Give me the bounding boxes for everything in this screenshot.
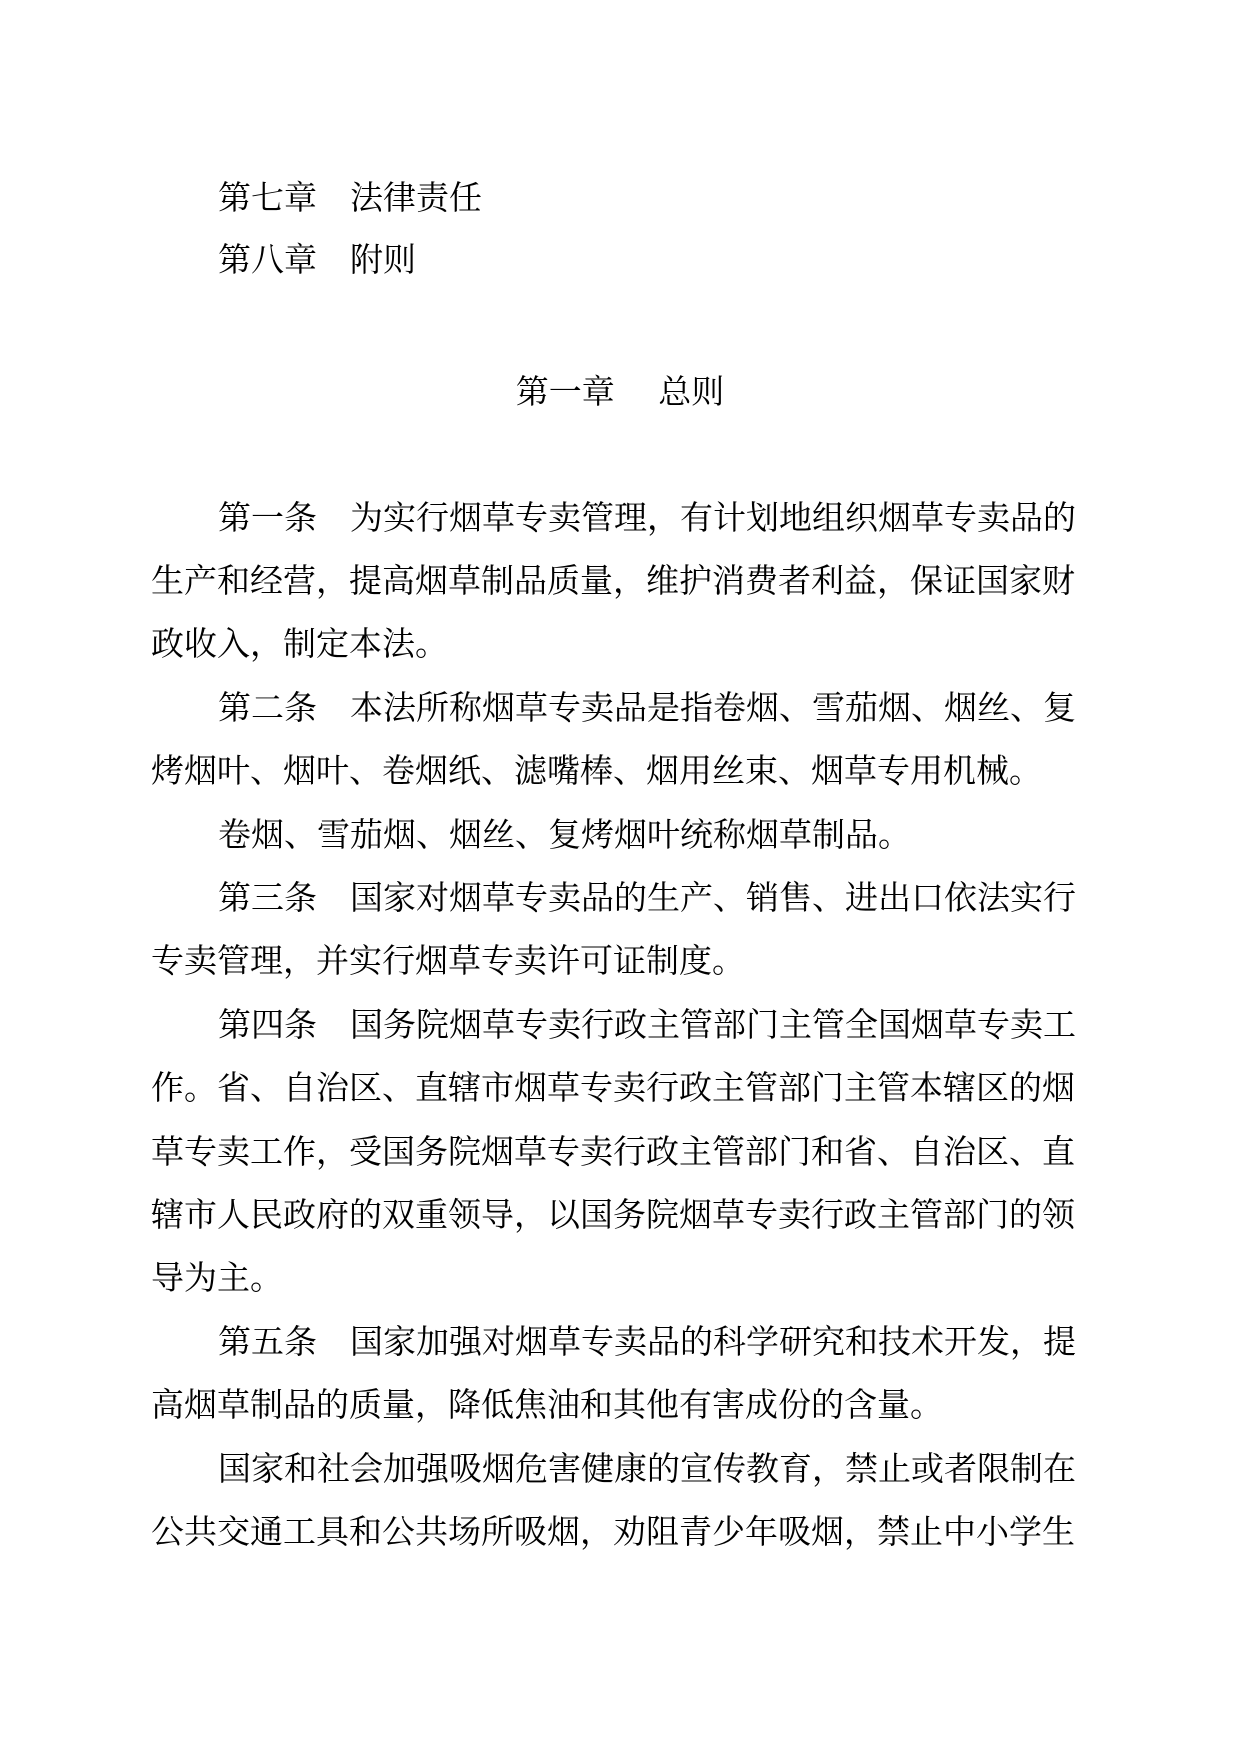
article-2-line-2: 烤烟叶、烟叶、卷烟纸、滤嘴棒、烟用丝束、烟草专用机械。 [151,751,1042,790]
chapter-title: 第一章 总则 [515,372,725,411]
article-1-line-2: 生产和经营，提高烟草制品质量，维护消费者利益，保证国家财 [151,561,1075,600]
article-5-line-3: 国家和社会加强吸烟危害健康的宣传教育，禁止或者限制在 [218,1449,1076,1488]
article-4-line-2: 作。省、自治区、直辖市烟草专卖行政主管部门主管本辖区的烟 [151,1068,1075,1107]
article-4-line-3: 草专卖工作，受国务院烟草专卖行政主管部门和省、自治区、直 [151,1132,1075,1171]
article-2-line-3: 卷烟、雪茄烟、烟丝、复烤烟叶统称烟草制品。 [218,815,911,854]
toc-chapter-7: 第七章 法律责任 [218,178,482,217]
article-1-line-3: 政收入，制定本法。 [151,624,448,663]
article-1-line-1: 第一条 为实行烟草专卖管理，有计划地组织烟草专卖品的 [218,498,1076,537]
article-3-line-2: 专卖管理，并实行烟草专卖许可证制度。 [151,941,745,980]
article-3-line-1: 第三条 国家对烟草专卖品的生产、销售、进出口依法实行 [218,878,1076,917]
article-4-line-4: 辖市人民政府的双重领导，以国务院烟草专卖行政主管部门的领 [151,1195,1075,1234]
article-5-line-2: 高烟草制品的质量，降低焦油和其他有害成份的含量。 [151,1385,943,1424]
article-4-line-1: 第四条 国务院烟草专卖行政主管部门主管全国烟草专卖工 [218,1005,1076,1044]
article-2-line-1: 第二条 本法所称烟草专卖品是指卷烟、雪茄烟、烟丝、复 [218,688,1076,727]
article-5-line-4: 公共交通工具和公共场所吸烟，劝阻青少年吸烟，禁止中小学生 [151,1512,1075,1551]
article-5-line-1: 第五条 国家加强对烟草专卖品的科学研究和技术开发，提 [218,1322,1076,1361]
toc-chapter-8: 第八章 附则 [218,240,416,279]
article-4-line-5: 导为主。 [151,1258,283,1297]
